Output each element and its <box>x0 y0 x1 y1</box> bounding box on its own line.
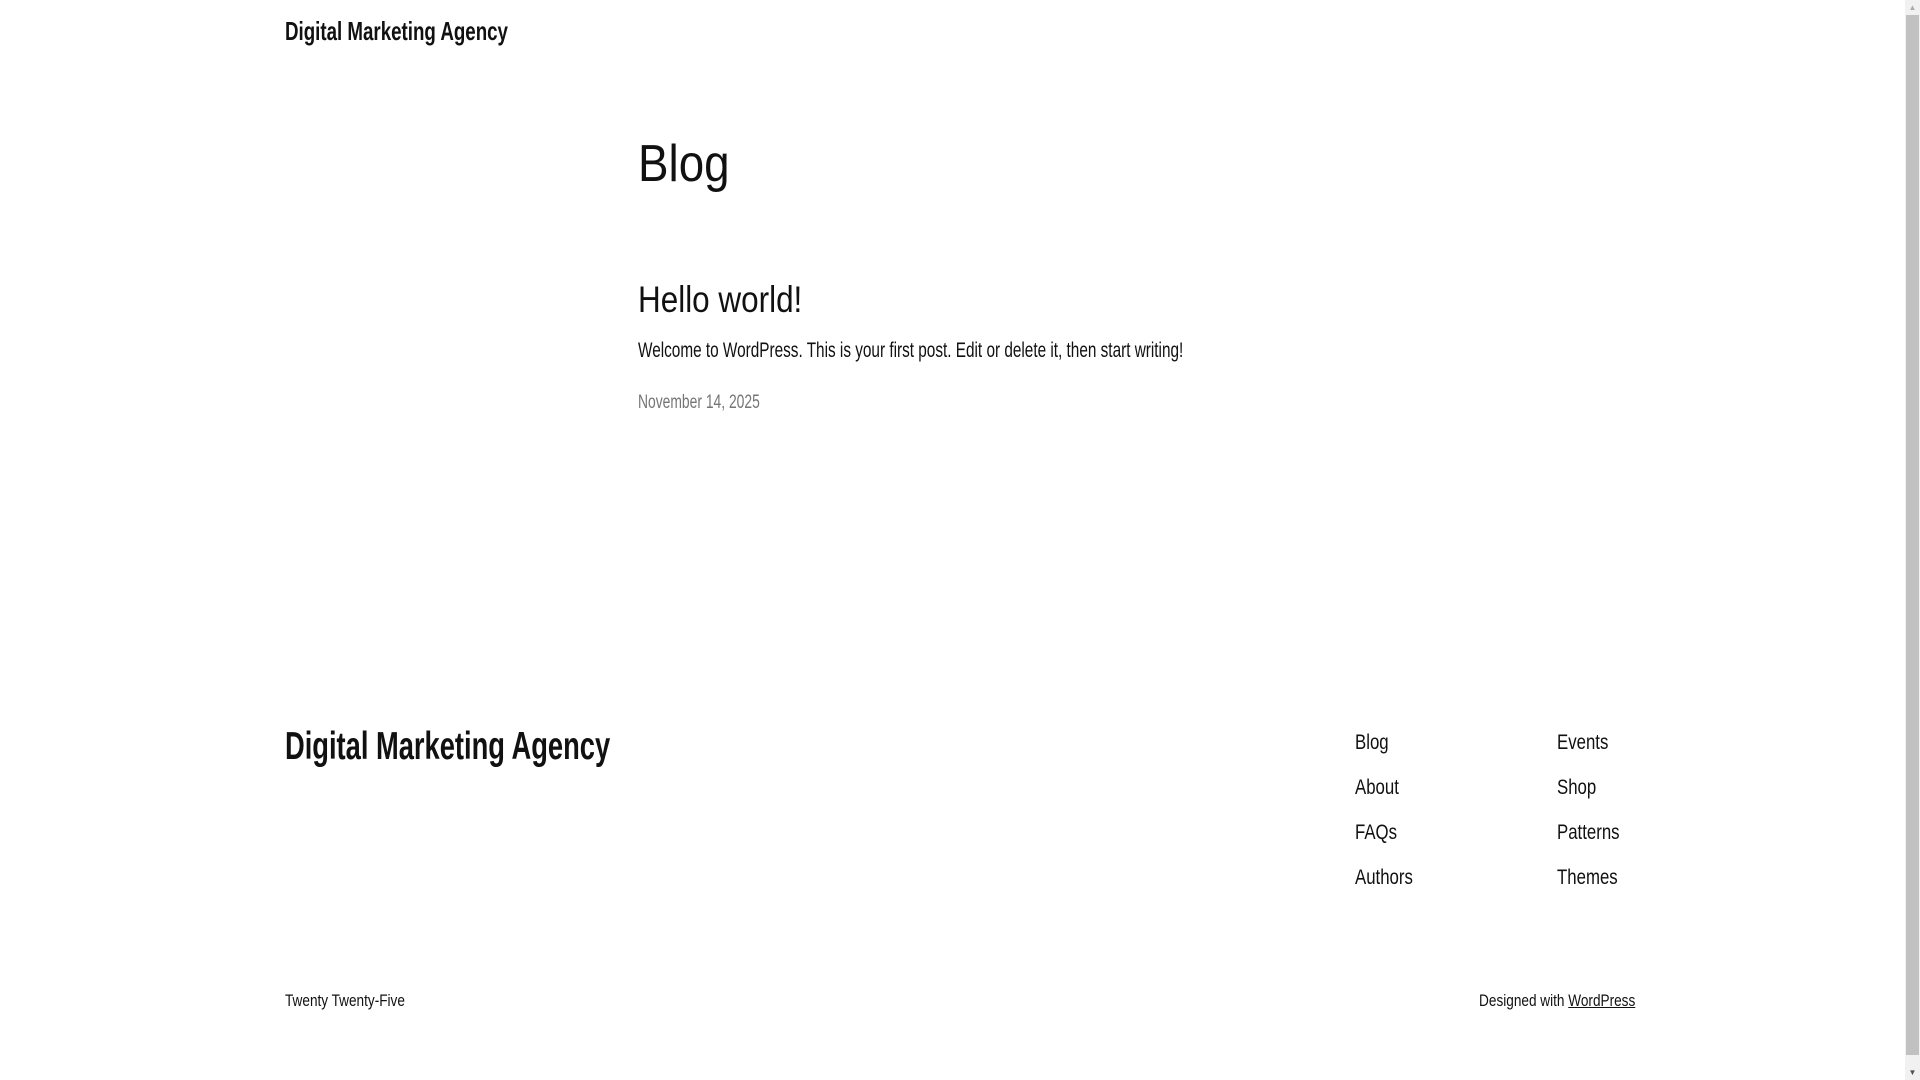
footer-top <box>285 724 1635 890</box>
scrollbar-up-button[interactable] <box>1905 0 1920 15</box>
wordpress-link[interactable]: WordPress <box>1567 990 1635 1010</box>
site-title-link[interactable] <box>285 16 595 47</box>
footer-nav-item <box>1557 820 1635 845</box>
page-title: Blog <box>637 135 730 194</box>
footer-nav-item <box>1557 775 1635 800</box>
footer-link-events[interactable]: Events <box>1556 730 1609 754</box>
footer-nav <box>1355 724 1635 890</box>
footer-link-themes[interactable]: Themes <box>1556 865 1618 889</box>
scrollbar-down-button[interactable] <box>1905 1065 1920 1080</box>
footer-nav-column-2 <box>1557 730 1635 890</box>
main-content <box>0 133 1920 418</box>
footer-nav-item <box>1355 775 1557 800</box>
scrollbar-thumb[interactable] <box>1906 15 1919 1055</box>
footer-nav-item <box>1355 865 1557 890</box>
footer-nav-item <box>1355 820 1557 845</box>
scroll-down-icon: ▼ <box>1908 1067 1917 1077</box>
post-item <box>638 278 1283 418</box>
post-excerpt: Welcome to WordPress. This is your first post. Edit or delete it, then start writing! <box>637 338 1183 362</box>
designed-with <box>1440 988 1635 1014</box>
post-date: November 14, 2025 <box>637 392 760 414</box>
footer-bottom <box>285 988 1635 1014</box>
theme-name: Twenty Twenty-Five <box>285 990 405 1010</box>
footer-nav-item <box>1355 730 1557 755</box>
footer-link-authors[interactable]: Authors <box>1354 865 1413 889</box>
footer-nav-item <box>1557 730 1635 755</box>
site-title-text: Digital Marketing Agency <box>285 16 508 46</box>
footer-link-about[interactable]: About <box>1354 775 1399 799</box>
footer-site-title-link[interactable] <box>285 724 749 771</box>
designed-with-text: Designed with <box>1478 990 1568 1010</box>
scrollbar[interactable] <box>1905 0 1920 1080</box>
footer-link-blog[interactable]: Blog <box>1354 730 1389 754</box>
footer-nav-column-1 <box>1355 730 1557 890</box>
site-footer <box>0 724 1920 1014</box>
footer-link-patterns[interactable]: Patterns <box>1556 820 1620 844</box>
footer-link-faqs[interactable]: FAQs <box>1354 820 1397 844</box>
footer-site-title-text: Digital Marketing Agency <box>285 724 611 768</box>
site-header <box>0 0 1920 47</box>
post-title-link[interactable]: Hello world! <box>637 278 802 320</box>
footer-nav-item <box>1557 865 1635 890</box>
scroll-up-icon: ▲ <box>1908 2 1917 12</box>
footer-link-shop[interactable]: Shop <box>1556 775 1597 799</box>
post-title <box>638 278 1283 322</box>
